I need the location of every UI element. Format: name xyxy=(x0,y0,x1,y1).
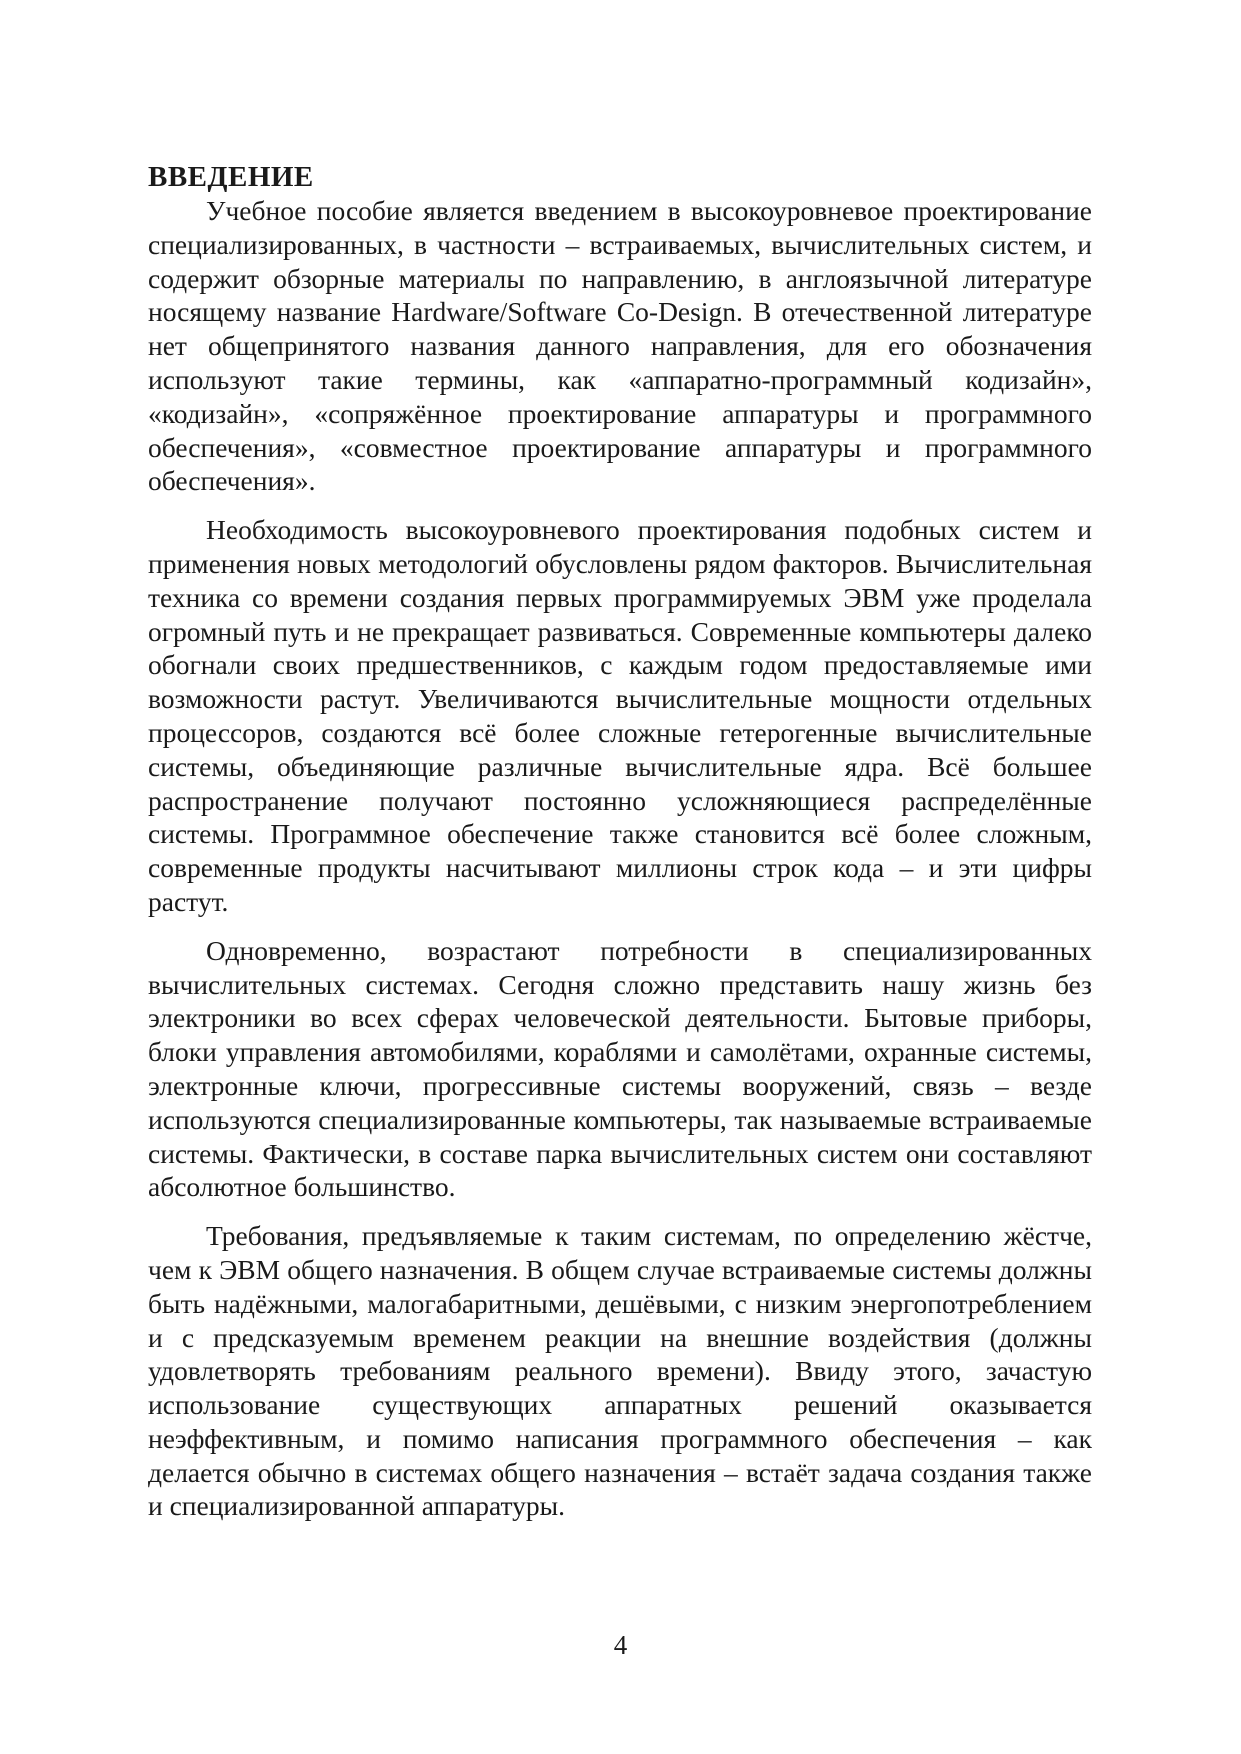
paragraph-1: Учебное пособие является введением в высокоуровневое проектирование специализированных, в частности – встраиваемых, вычислительных систем, и содержит обзорные материалы по направлению, в англоязычной литературе носящему название Hardware/Software Co-Design. В отечественной литературе нет общепринятого названия данного направления, для его обозначения используют такие термины, как «аппаратно-программный кодизайн», «кодизайн», «сопряжённое проектирование аппаратуры и программного обеспечения», «совместное проектирование аппаратуры и программного обеспечения». xyxy=(148,195,1092,497)
paragraph-3: Одновременно, возрастают потребности в специализированных вычислительных системах. Сегодня сложно представить нашу жизнь без электроники во всех сферах человеческой деятельности. Бытовые приборы, блоки управления автомобилями, кораблями и самолётами, охранные системы, электронные ключи, прогрессивные системы вооружений, связь – везде используются специализированные компьютеры, так называемые встраиваемые системы. Фактически, в составе парка вычислительных систем они составляют абсолютное большинство. xyxy=(148,934,1092,1203)
paragraph-4: Требования, предъявляемые к таким системам, по определению жёстче, чем к ЭВМ общего назначения. В общем случае встраиваемые системы должны быть надёжными, малогабаритными, дешёвыми, с низким энергопотреблением и с предсказуемым временем реакции на внешние воздействия (должны удовлетворять требованиям реального времени). Ввиду этого, зачастую использование существующих аппаратных решений оказывается неэффективным, и помимо написания программного обеспечения – как делается обычно в системах общего назначения – встаёт задача создания также и специализированной аппаратуры. xyxy=(148,1220,1092,1522)
paragraph-2: Необходимость высокоуровневого проектирования подобных систем и применения новых методологий обусловлены рядом факторов. Вычислительная техника со времени создания первых программируемых ЭВМ уже проделала огромный путь и не прекращает развиваться. Современные компьютеры далеко обогнали своих предшественников, с каждым годом предоставляемые ими возможности растут. Увеличиваются вычислительные мощности отдельных процессоров, создаются всё более сложные гетерогенные вычислительные системы, объединяющие различные вычислительные ядра. Всё большее распространение получают постоянно усложняющиеся распределённые системы. Программное обеспечение также становится всё более сложным, современные продукты насчитывают миллионы строк кода – и эти цифры растут. xyxy=(148,514,1092,917)
section-heading: ВВЕДЕНИЕ xyxy=(148,161,314,193)
page-number: 4 xyxy=(613,1630,628,1660)
page-content xyxy=(148,160,1092,1523)
